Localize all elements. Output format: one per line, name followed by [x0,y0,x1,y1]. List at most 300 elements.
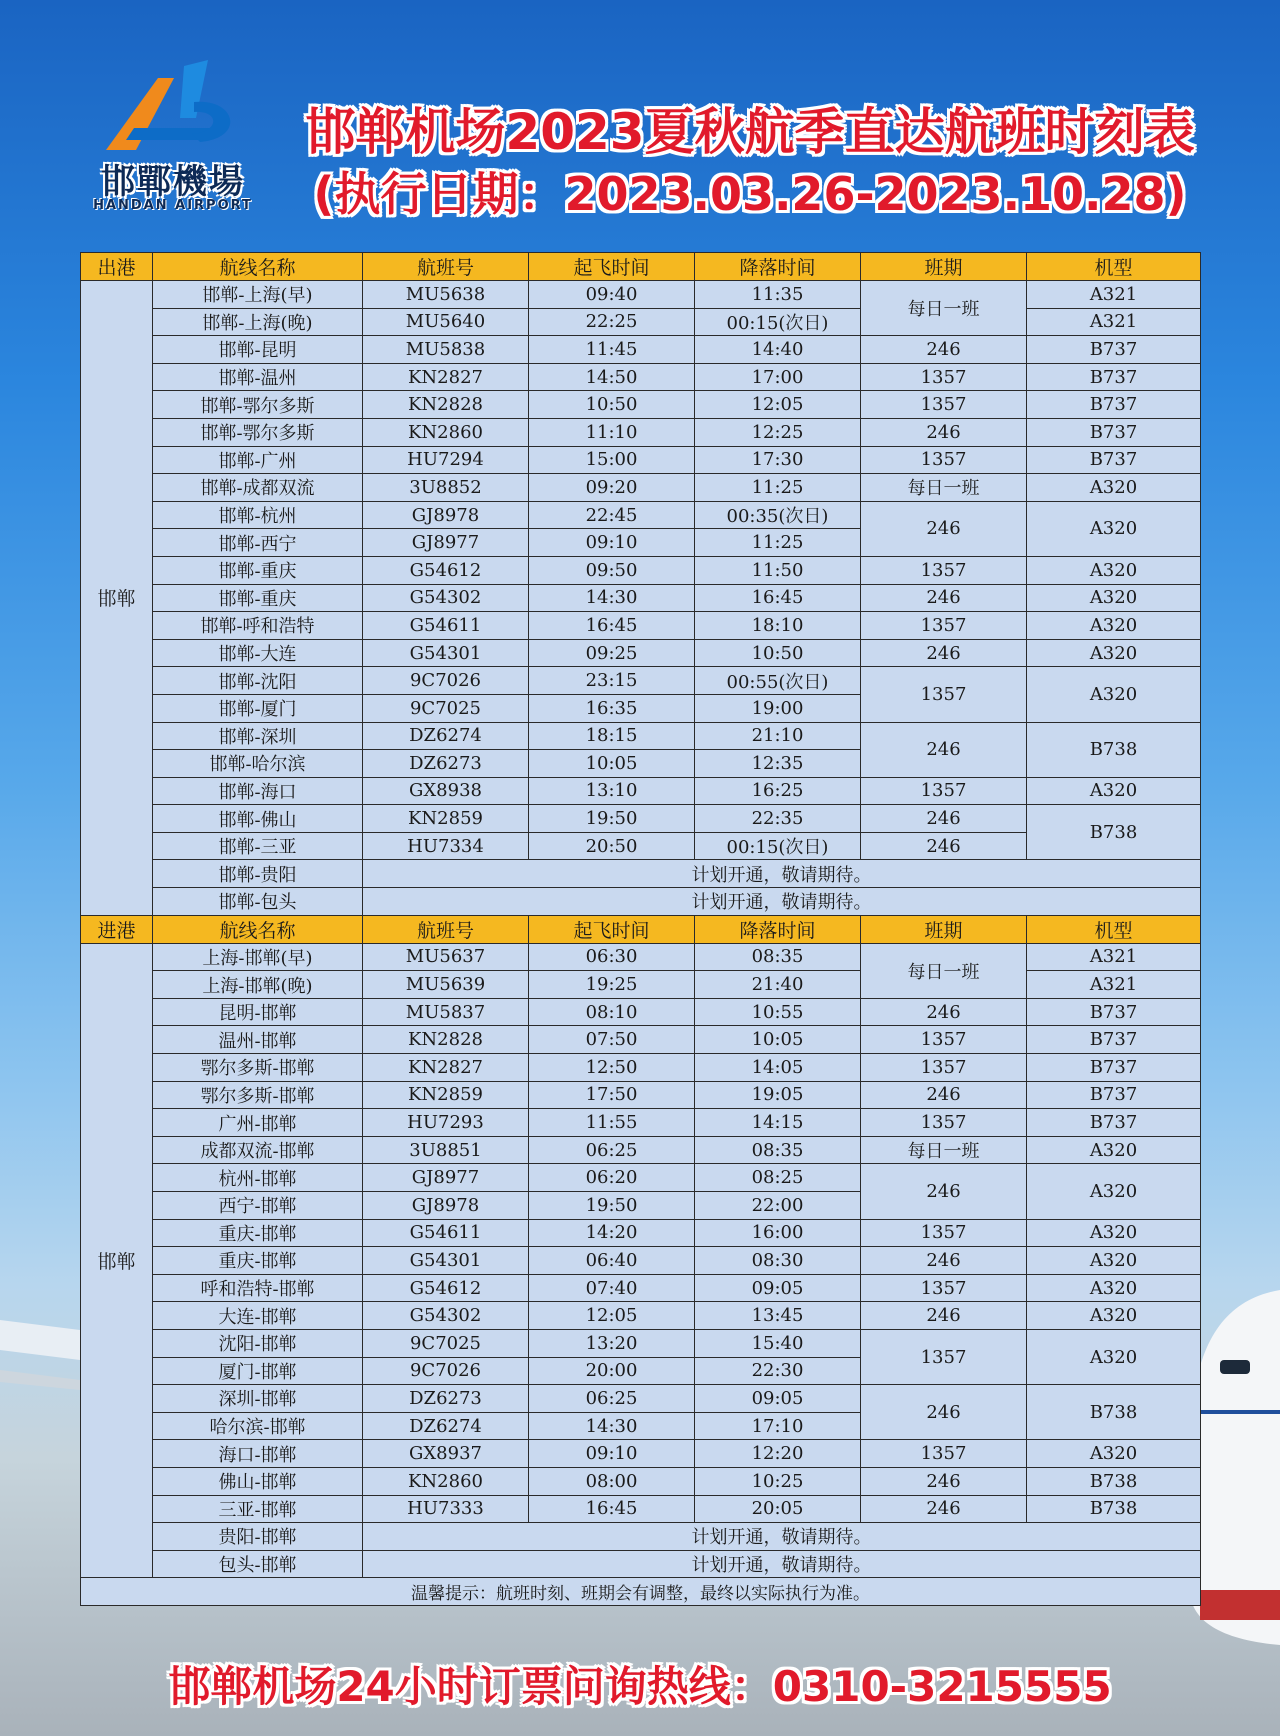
flight-number-cell: KN2859 [363,1081,529,1109]
table-row [81,1109,1201,1137]
route-cell: 温州-邯郸 [153,1026,363,1054]
schedule-days-cell: 246 [861,1385,1027,1440]
table-row [81,1219,1201,1247]
departure-time-cell: 11:10 [529,418,695,446]
flight-number-cell: MU5638 [363,281,529,309]
schedule-days-cell: 246 [861,1247,1027,1275]
schedule-days-cell: 1357 [861,1440,1027,1468]
table-row [81,501,1201,529]
arrival-time-cell: 19:05 [695,1081,861,1109]
departure-time-cell: 18:15 [529,722,695,750]
arrival-time-cell: 22:00 [695,1192,861,1220]
route-cell: 成都双流-邯郸 [153,1136,363,1164]
departure-time-cell: 08:10 [529,998,695,1026]
arrival-time-cell: 11:35 [695,281,861,309]
departure-time-cell: 12:05 [529,1302,695,1330]
table-row [81,1026,1201,1054]
schedule-days-cell: 246 [861,832,1027,860]
flight-number-cell: G54301 [363,1247,529,1275]
flight-number-cell: MU5640 [363,308,529,336]
departure-time-cell: 13:20 [529,1329,695,1357]
arrival-time-cell: 10:25 [695,1467,861,1495]
table-row [81,1329,1201,1357]
route-cell: 邯郸-昆明 [153,336,363,364]
schedule-days-cell: 1357 [861,667,1027,722]
column-header: 航班号 [363,253,529,281]
arrival-time-cell: 21:40 [695,971,861,999]
route-cell: 邯郸-鄂尔多斯 [153,391,363,419]
arrival-time-cell: 18:10 [695,612,861,640]
schedule-days-cell: 1357 [861,777,1027,805]
route-cell: 邯郸-呼和浩特 [153,612,363,640]
aircraft-type-cell: A320 [1027,1329,1201,1384]
inbound-header-row [81,915,1201,943]
arrival-time-cell: 00:55(次日) [695,667,861,695]
schedule-days-cell: 1357 [861,1274,1027,1302]
arrival-time-cell: 09:05 [695,1385,861,1413]
departure-time-cell: 09:50 [529,556,695,584]
flight-number-cell: HU7293 [363,1109,529,1137]
departure-time-cell: 19:50 [529,805,695,833]
column-header: 降落时间 [695,253,861,281]
page-subtitle-dates: (执行日期：2023.03.26-2023.10.28) [313,167,1187,221]
flight-number-cell: GJ8978 [363,501,529,529]
departure-time-cell: 14:30 [529,1412,695,1440]
flight-number-cell: 9C7026 [363,667,529,695]
table-row [81,1385,1201,1413]
arrival-time-cell: 16:25 [695,777,861,805]
schedule-days-cell: 246 [861,501,1027,556]
page-title: 邯郸机场2023夏秋航季直达航班时刻表 [305,103,1195,161]
arrival-time-cell: 17:30 [695,446,861,474]
arrival-time-cell: 12:25 [695,418,861,446]
route-cell: 佛山-邯郸 [153,1467,363,1495]
table-row [81,446,1201,474]
arrival-time-cell: 14:05 [695,1054,861,1082]
flight-number-cell: G54301 [363,639,529,667]
departure-time-cell: 07:40 [529,1274,695,1302]
route-cell: 邯郸-上海(晚) [153,308,363,336]
aircraft-type-cell: A320 [1027,474,1201,502]
flight-number-cell: 9C7025 [363,694,529,722]
aircraft-type-cell: B738 [1027,1385,1201,1440]
flight-number-cell: G54612 [363,1274,529,1302]
flight-number-cell: G54302 [363,1302,529,1330]
arrival-time-cell: 13:45 [695,1302,861,1330]
flight-number-cell: GJ8977 [363,529,529,557]
departure-time-cell: 09:20 [529,474,695,502]
aircraft-type-cell: A321 [1027,943,1201,971]
arrival-time-cell: 22:35 [695,805,861,833]
flight-number-cell: GJ8977 [363,1164,529,1192]
departure-time-cell: 06:25 [529,1385,695,1413]
arrival-time-cell: 11:25 [695,474,861,502]
table-row [81,391,1201,419]
route-cell: 邯郸-佛山 [153,805,363,833]
departure-time-cell: 16:45 [529,1495,695,1523]
route-cell: 邯郸-西宁 [153,529,363,557]
schedule-days-cell: 246 [861,722,1027,777]
arrival-time-cell: 16:00 [695,1219,861,1247]
flight-number-cell: HU7333 [363,1495,529,1523]
table-row [81,418,1201,446]
flight-number-cell: 9C7026 [363,1357,529,1385]
arrival-time-cell: 20:05 [695,1495,861,1523]
arrival-time-cell: 00:35(次日) [695,501,861,529]
route-cell: 包头-邯郸 [153,1550,363,1578]
route-cell: 邯郸-杭州 [153,501,363,529]
table-row [81,1467,1201,1495]
route-cell: 大连-邯郸 [153,1302,363,1330]
departure-time-cell: 06:30 [529,943,695,971]
schedule-days-cell: 1357 [861,1026,1027,1054]
table-row [81,667,1201,695]
aircraft-type-cell: A320 [1027,556,1201,584]
flight-number-cell: KN2828 [363,1026,529,1054]
arrival-time-cell: 14:40 [695,336,861,364]
table-row [81,1247,1201,1275]
aircraft-type-cell: A320 [1027,1164,1201,1219]
departure-time-cell: 20:00 [529,1357,695,1385]
route-cell: 邯郸-重庆 [153,556,363,584]
departure-time-cell: 14:30 [529,584,695,612]
logo-en-text: HANDAN AIRPORT [93,198,253,213]
flight-number-cell: MU5838 [363,336,529,364]
outbound-city-cell: 邯郸 [81,281,153,916]
route-cell: 上海-邯郸(晚) [153,971,363,999]
arrival-time-cell: 22:30 [695,1357,861,1385]
aircraft-type-cell: B737 [1027,1109,1201,1137]
planned-route-row [81,888,1201,916]
table-row [81,777,1201,805]
route-cell: 重庆-邯郸 [153,1247,363,1275]
flight-number-cell: MU5639 [363,971,529,999]
schedule-days-cell: 1357 [861,1219,1027,1247]
route-cell: 邯郸-贵阳 [153,860,363,888]
route-cell: 邯郸-大连 [153,639,363,667]
table-row [81,805,1201,833]
planned-note-cell: 计划开通，敬请期待。 [363,888,1201,916]
flight-number-cell: KN2827 [363,363,529,391]
aircraft-type-cell: A320 [1027,639,1201,667]
departure-time-cell: 08:00 [529,1467,695,1495]
column-header: 机型 [1027,253,1201,281]
aircraft-type-cell: A320 [1027,501,1201,556]
schedule-days-cell: 246 [861,805,1027,833]
column-header: 降落时间 [695,915,861,943]
route-cell: 海口-邯郸 [153,1440,363,1468]
inbound-city-cell: 邯郸 [81,943,153,1578]
column-header: 航线名称 [153,253,363,281]
departure-time-cell: 09:10 [529,529,695,557]
arrival-time-cell: 11:50 [695,556,861,584]
route-cell: 鄂尔多斯-邯郸 [153,1054,363,1082]
aircraft-type-cell: B737 [1027,998,1201,1026]
route-cell: 邯郸-厦门 [153,694,363,722]
schedule-days-cell: 每日一班 [861,474,1027,502]
planned-note-cell: 计划开通，敬请期待。 [363,860,1201,888]
departure-time-cell: 20:50 [529,832,695,860]
aircraft-type-cell: A320 [1027,667,1201,722]
schedule-days-cell: 246 [861,584,1027,612]
aircraft-type-cell: A320 [1027,584,1201,612]
departure-time-cell: 07:50 [529,1026,695,1054]
aircraft-type-cell: B737 [1027,446,1201,474]
departure-time-cell: 10:05 [529,750,695,778]
schedule-days-cell: 每日一班 [861,943,1027,998]
arrival-time-cell: 12:05 [695,391,861,419]
aircraft-type-cell: A320 [1027,612,1201,640]
arrival-time-cell: 14:15 [695,1109,861,1137]
route-cell: 深圳-邯郸 [153,1385,363,1413]
route-cell: 邯郸-广州 [153,446,363,474]
aircraft-type-cell: B737 [1027,363,1201,391]
aircraft-type-cell: B738 [1027,1495,1201,1523]
departure-time-cell: 11:45 [529,336,695,364]
aircraft-type-cell: B737 [1027,1081,1201,1109]
departure-time-cell: 16:45 [529,612,695,640]
schedule-days-cell: 246 [861,639,1027,667]
table-row [81,639,1201,667]
aircraft-type-cell: A320 [1027,1136,1201,1164]
table-row [81,1081,1201,1109]
departure-time-cell: 06:40 [529,1247,695,1275]
flight-number-cell: GX8937 [363,1440,529,1468]
aircraft-type-cell: A320 [1027,1219,1201,1247]
aircraft-type-cell: B738 [1027,805,1201,860]
departure-time-cell: 09:10 [529,1440,695,1468]
footnote-text: 温馨提示：航班时刻、班期会有调整，最终以实际执行为准。 [81,1578,1201,1606]
flight-number-cell: G54611 [363,612,529,640]
aircraft-type-cell: B737 [1027,336,1201,364]
schedule-days-cell: 246 [861,1467,1027,1495]
route-cell: 重庆-邯郸 [153,1219,363,1247]
schedule-days-cell: 1357 [861,1109,1027,1137]
route-cell: 鄂尔多斯-邯郸 [153,1081,363,1109]
aircraft-type-cell: B737 [1027,1026,1201,1054]
route-cell: 上海-邯郸(早) [153,943,363,971]
departure-time-cell: 22:25 [529,308,695,336]
departure-time-cell: 17:50 [529,1081,695,1109]
table-row [81,1440,1201,1468]
aircraft-type-cell: B738 [1027,722,1201,777]
route-cell: 邯郸-深圳 [153,722,363,750]
route-cell: 昆明-邯郸 [153,998,363,1026]
table-row [81,336,1201,364]
route-cell: 西宁-邯郸 [153,1192,363,1220]
aircraft-type-cell: A321 [1027,971,1201,999]
departure-time-cell: 06:25 [529,1136,695,1164]
schedule-days-cell: 1357 [861,391,1027,419]
table-row [81,722,1201,750]
flight-number-cell: DZ6273 [363,750,529,778]
arrival-time-cell: 08:35 [695,1136,861,1164]
route-cell: 贵阳-邯郸 [153,1523,363,1551]
table-row [81,1054,1201,1082]
route-cell: 邯郸-上海(早) [153,281,363,309]
planned-route-row [81,1550,1201,1578]
route-cell: 邯郸-哈尔滨 [153,750,363,778]
table-row [81,943,1201,971]
table-row [81,1495,1201,1523]
departure-time-cell: 14:50 [529,363,695,391]
table-row [81,1164,1201,1192]
route-cell: 邯郸-鄂尔多斯 [153,418,363,446]
table-row [81,556,1201,584]
arrival-time-cell: 10:55 [695,998,861,1026]
table-row [81,998,1201,1026]
flight-number-cell: DZ6274 [363,1412,529,1440]
schedule-days-cell: 1357 [861,363,1027,391]
table-row [81,1302,1201,1330]
departure-time-cell: 16:35 [529,694,695,722]
route-cell: 邯郸-温州 [153,363,363,391]
arrival-time-cell: 00:15(次日) [695,308,861,336]
table-row [81,308,1201,336]
departure-time-cell: 22:45 [529,501,695,529]
table-row [81,1136,1201,1164]
column-header: 航班号 [363,915,529,943]
flight-number-cell: MU5837 [363,998,529,1026]
flight-number-cell: KN2827 [363,1054,529,1082]
table-row [81,971,1201,999]
inbound-label: 进港 [81,915,153,943]
route-cell: 邯郸-成都双流 [153,474,363,502]
schedule-days-cell: 246 [861,418,1027,446]
flight-number-cell: DZ6273 [363,1385,529,1413]
departure-time-cell: 09:25 [529,639,695,667]
airplane-wing-left-image [0,1320,80,1410]
schedule-days-cell: 1357 [861,1329,1027,1384]
arrival-time-cell: 21:10 [695,722,861,750]
route-cell: 厦门-邯郸 [153,1357,363,1385]
flight-number-cell: KN2828 [363,391,529,419]
flight-number-cell: MU5637 [363,943,529,971]
table-row [81,474,1201,502]
aircraft-type-cell: A320 [1027,1274,1201,1302]
flight-number-cell: HU7334 [363,832,529,860]
route-cell: 邯郸-三亚 [153,832,363,860]
planned-note-cell: 计划开通，敬请期待。 [363,1550,1201,1578]
schedule-days-cell: 1357 [861,612,1027,640]
table-row [81,612,1201,640]
arrival-time-cell: 11:25 [695,529,861,557]
departure-time-cell: 11:55 [529,1109,695,1137]
column-header: 起飞时间 [529,915,695,943]
flight-number-cell: GJ8978 [363,1192,529,1220]
arrival-time-cell: 17:10 [695,1412,861,1440]
schedule-days-cell: 246 [861,998,1027,1026]
route-cell: 邯郸-包头 [153,888,363,916]
flight-number-cell: G54302 [363,584,529,612]
outbound-label: 出港 [81,253,153,281]
route-cell: 沈阳-邯郸 [153,1329,363,1357]
aircraft-type-cell: A320 [1027,1302,1201,1330]
arrival-time-cell: 17:00 [695,363,861,391]
departure-time-cell: 23:15 [529,667,695,695]
aircraft-type-cell: A320 [1027,1440,1201,1468]
departure-time-cell: 06:20 [529,1164,695,1192]
column-header: 班期 [861,915,1027,943]
route-cell: 哈尔滨-邯郸 [153,1412,363,1440]
schedule-days-cell: 每日一班 [861,281,1027,336]
aircraft-type-cell: A321 [1027,308,1201,336]
planned-note-cell: 计划开通，敬请期待。 [363,1523,1201,1551]
flight-number-cell: G54612 [363,556,529,584]
flight-number-cell: KN2860 [363,1467,529,1495]
departure-time-cell: 12:50 [529,1054,695,1082]
aircraft-type-cell: A320 [1027,1247,1201,1275]
arrival-time-cell: 00:15(次日) [695,832,861,860]
planned-route-row [81,860,1201,888]
schedule-days-cell: 1357 [861,1054,1027,1082]
arrival-time-cell: 08:35 [695,943,861,971]
aircraft-type-cell: B737 [1027,1054,1201,1082]
departure-time-cell: 13:10 [529,777,695,805]
column-header: 航线名称 [153,915,363,943]
schedule-days-cell: 246 [861,1495,1027,1523]
flight-number-cell: 3U8852 [363,474,529,502]
flight-number-cell: KN2860 [363,418,529,446]
table-row [81,584,1201,612]
schedule-days-cell: 1357 [861,446,1027,474]
schedule-days-cell: 每日一班 [861,1136,1027,1164]
schedule-days-cell: 246 [861,1081,1027,1109]
schedule-table [80,252,1201,1606]
route-cell: 三亚-邯郸 [153,1495,363,1523]
logo-emblem-icon [96,58,246,158]
arrival-time-cell: 12:35 [695,750,861,778]
route-cell: 邯郸-海口 [153,777,363,805]
route-cell: 邯郸-沈阳 [153,667,363,695]
aircraft-type-cell: B737 [1027,418,1201,446]
arrival-time-cell: 16:45 [695,584,861,612]
logo-cn-text: 邯鄲機場 [101,162,245,202]
departure-time-cell: 14:20 [529,1219,695,1247]
outbound-header-row [81,253,1201,281]
arrival-time-cell: 09:05 [695,1274,861,1302]
poster-header [0,0,1280,240]
schedule-days-cell: 246 [861,1302,1027,1330]
aircraft-type-cell: B738 [1027,1467,1201,1495]
flight-number-cell: KN2859 [363,805,529,833]
schedule-days-cell: 246 [861,336,1027,364]
route-cell: 邯郸-重庆 [153,584,363,612]
table-row [81,1274,1201,1302]
departure-time-cell: 19:50 [529,1192,695,1220]
departure-time-cell: 19:25 [529,971,695,999]
aircraft-type-cell: A321 [1027,281,1201,309]
airport-logo [78,58,268,218]
flight-number-cell: G54611 [363,1219,529,1247]
flight-number-cell: 3U8851 [363,1136,529,1164]
schedule-days-cell: 1357 [861,556,1027,584]
departure-time-cell: 09:40 [529,281,695,309]
flight-number-cell: GX8938 [363,777,529,805]
arrival-time-cell: 10:05 [695,1026,861,1054]
flight-number-cell: HU7294 [363,446,529,474]
flight-number-cell: DZ6274 [363,722,529,750]
schedule-days-cell: 246 [861,1164,1027,1219]
aircraft-type-cell: B737 [1027,391,1201,419]
footnote-row [81,1578,1201,1606]
arrival-time-cell: 08:30 [695,1247,861,1275]
arrival-time-cell: 08:25 [695,1164,861,1192]
column-header: 班期 [861,253,1027,281]
booking-hotline: 邯郸机场24小时订票问询热线：0310-3215555 [168,1662,1112,1711]
arrival-time-cell: 19:00 [695,694,861,722]
route-cell: 杭州-邯郸 [153,1164,363,1192]
